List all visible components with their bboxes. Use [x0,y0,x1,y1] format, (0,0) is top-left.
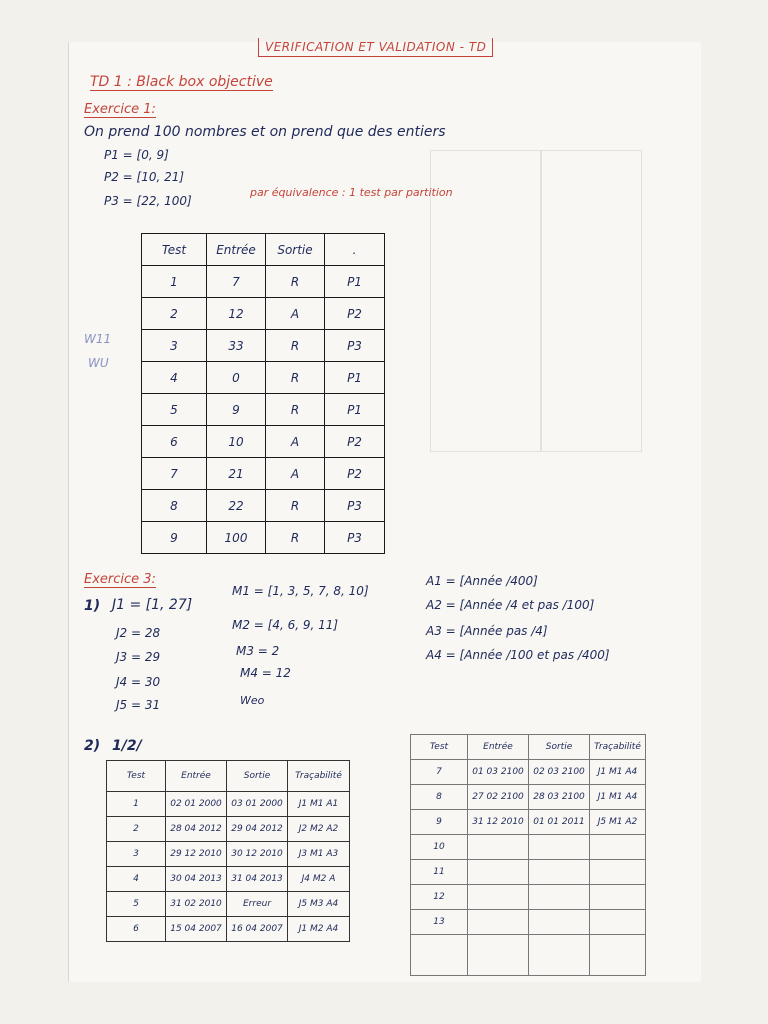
cell: 8 [411,785,468,810]
cell: 0 [207,362,266,394]
cell: 7 [411,760,468,785]
cell: 28 03 2100 [529,785,590,810]
partition-3: P3 = [22, 100] [104,194,192,208]
cell [590,835,646,860]
header-cell: Traçabilité [288,761,350,792]
cell: 8 [142,490,207,522]
exercise-1-intro: On prend 100 nombres et on prend que des entiers [84,124,446,140]
table-row [411,835,646,860]
cell: 30 12 2010 [227,842,288,867]
question-2-sub: 1/2/ [112,738,142,754]
table-row [411,760,646,785]
table-row [142,298,385,330]
table-row [142,426,385,458]
header-sortie: Sortie [266,234,325,266]
cell [590,860,646,885]
a-1: A1 = [Année /400] [426,574,538,588]
cell: R [266,522,325,554]
equivalence-note: par équivalence : 1 test par partition [250,186,453,199]
table-header-row [142,234,385,266]
cell: 22 [207,490,266,522]
cell: 11 [411,860,468,885]
cell [529,860,590,885]
td-title: TD 1 : Black box objective [90,74,273,90]
cell: 27 02 2100 [468,785,529,810]
cell: 12 [411,885,468,910]
cell: J1 M1 A1 [288,792,350,817]
cell [529,935,590,976]
table-row [107,842,350,867]
cell [468,910,529,935]
header-cell: Test [107,761,166,792]
cell [590,935,646,976]
exercise-1-table [141,233,385,554]
header-cell: Entrée [166,761,227,792]
cell: 03 01 2000 [227,792,288,817]
cell: P2 [325,426,385,458]
j-4: J4 = 30 [116,675,161,689]
date-table-right [410,734,646,976]
bleed-through-line [540,150,542,452]
cell: P2 [325,458,385,490]
cell: P2 [325,298,385,330]
question-2-label: 2) [84,738,101,754]
j-5: J5 = 31 [116,698,161,712]
header-cell: Test [411,735,468,760]
cell: 21 [207,458,266,490]
table-row [142,394,385,426]
j-1: J1 = [1, 27] [112,597,193,613]
exercise-3-title: Exercice 3: [84,572,156,587]
table-row [142,490,385,522]
cell: 01 03 2100 [468,760,529,785]
cell: 2 [107,817,166,842]
cell: 4 [142,362,207,394]
header-entree: Entrée [207,234,266,266]
header-cell: Entrée [468,735,529,760]
table-row [411,910,646,935]
table-row [142,362,385,394]
cell: R [266,394,325,426]
cell: 02 03 2100 [529,760,590,785]
cell: J3 M1 A3 [288,842,350,867]
cell [468,885,529,910]
date-table-left [106,760,350,942]
j-3: J3 = 29 [116,650,161,664]
cell: J1 M1 A4 [590,785,646,810]
partition-2: P2 = [10, 21] [104,170,185,184]
cell: 29 04 2012 [227,817,288,842]
cell: J1 M2 A4 [288,917,350,942]
table-row [107,792,350,817]
table-row [411,785,646,810]
cell [468,935,529,976]
cell [529,910,590,935]
table-row [107,867,350,892]
cell: 31 12 2010 [468,810,529,835]
table-row [411,810,646,835]
cell: P3 [325,522,385,554]
cell: 31 04 2013 [227,867,288,892]
cell [468,860,529,885]
cell: J2 M2 A2 [288,817,350,842]
table-row [142,522,385,554]
cell: 9 [207,394,266,426]
cell: 28 04 2012 [166,817,227,842]
table-header-row [107,761,350,792]
cell: 3 [107,842,166,867]
header-partition: . [325,234,385,266]
cell: 7 [207,266,266,298]
j-2: J2 = 28 [116,626,161,640]
cell: 13 [411,910,468,935]
cell: 31 02 2010 [166,892,227,917]
cell: 12 [207,298,266,330]
cell: R [266,362,325,394]
cell: P1 [325,266,385,298]
cell: J5 M1 A2 [590,810,646,835]
header-test: Test [142,234,207,266]
a-4: A4 = [Année /100 et pas /400] [426,648,610,662]
cell: 5 [107,892,166,917]
cell: P1 [325,394,385,426]
question-1-label: 1) [84,598,101,614]
cell: 9 [142,522,207,554]
cell: J1 M1 A4 [590,760,646,785]
cell: 100 [207,522,266,554]
a-3: A3 = [Année pas /4] [426,624,548,638]
cell: J5 M3 A4 [288,892,350,917]
table-row [142,330,385,362]
cell: A [266,426,325,458]
m-3: M3 = 2 [236,644,280,658]
header-cell: Sortie [227,761,288,792]
cell: 6 [107,917,166,942]
cell: 30 04 2013 [166,867,227,892]
table-row [107,892,350,917]
margin-mark-1: W11 [84,332,112,346]
cell [590,885,646,910]
table-row [142,458,385,490]
cell: P1 [325,362,385,394]
cell: 5 [142,394,207,426]
cell [590,910,646,935]
cell: 1 [142,266,207,298]
cell: 01 01 2011 [529,810,590,835]
table-row [411,885,646,910]
cell: R [266,330,325,362]
cell: 4 [107,867,166,892]
header-cell: Sortie [529,735,590,760]
cell [411,935,468,976]
m-2: M2 = [4, 6, 9, 11] [232,618,339,632]
cell: A [266,458,325,490]
partition-1: P1 = [0, 9] [104,148,169,162]
cell [468,835,529,860]
cell: 33 [207,330,266,362]
cell: 10 [207,426,266,458]
cell: 02 01 2000 [166,792,227,817]
margin-mark-2: WU [88,356,109,370]
table-row [107,917,350,942]
cell: R [266,266,325,298]
table-row [411,935,646,976]
cell: A [266,298,325,330]
cell: 10 [411,835,468,860]
cell: 16 04 2007 [227,917,288,942]
cell: P3 [325,330,385,362]
cell: 7 [142,458,207,490]
m-5: Weo [240,694,265,707]
table-row [142,266,385,298]
a-2: A2 = [Année /4 et pas /100] [426,598,595,612]
m-1: M1 = [1, 3, 5, 7, 8, 10] [232,584,369,598]
table-header-row [411,735,646,760]
table-row [411,860,646,885]
cell: R [266,490,325,522]
cell [529,835,590,860]
cell: 2 [142,298,207,330]
bleed-through-grid [430,150,642,452]
cell: 1 [107,792,166,817]
m-4: M4 = 12 [240,666,291,680]
cell: 6 [142,426,207,458]
cell: 29 12 2010 [166,842,227,867]
header-cell: Traçabilité [590,735,646,760]
cell: J4 M2 A [288,867,350,892]
cell: 15 04 2007 [166,917,227,942]
cell: P3 [325,490,385,522]
page-title: VERIFICATION ET VALIDATION - TD [258,38,493,57]
cell: 9 [411,810,468,835]
table-row [107,817,350,842]
cell [529,885,590,910]
exercise-1-title: Exercice 1: [84,102,156,117]
cell: Erreur [227,892,288,917]
cell: 3 [142,330,207,362]
